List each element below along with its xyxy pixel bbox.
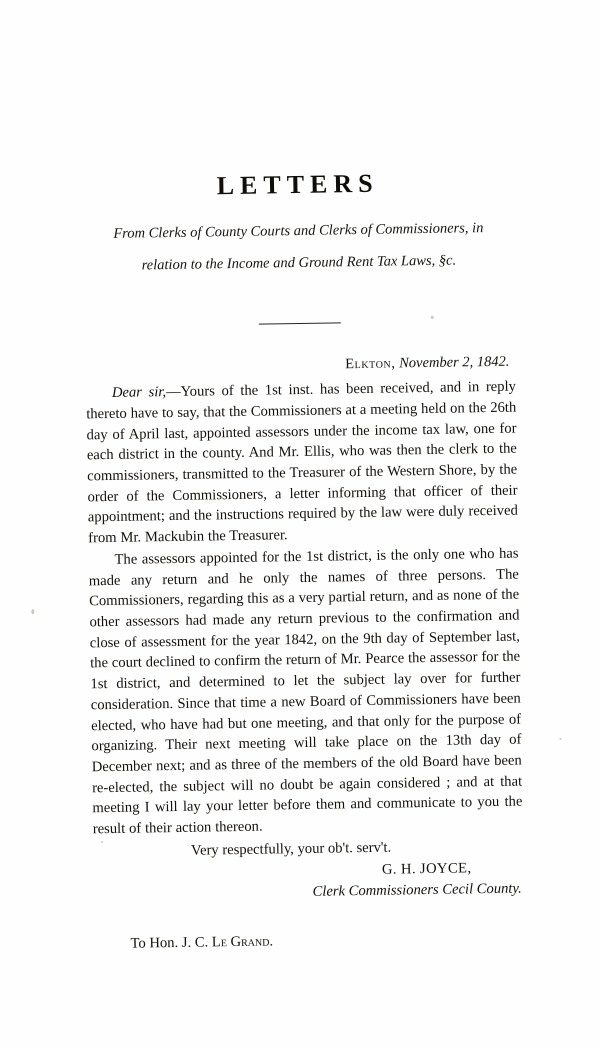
letter-closing [93, 835, 524, 906]
dateline-place: Elkton, [345, 355, 396, 373]
document-subtitle-line-2: relation to the Income and Ground Rent Tax Laws, §c. [141, 252, 457, 274]
signature-role: Clerk Commissioners Cecil County. [312, 880, 522, 901]
addressee-name: Le Grand. [211, 933, 274, 951]
divider [85, 308, 515, 333]
document-subtitle-line-1: From Clerks of County Courts and Clerks of Commissioners, in [113, 220, 484, 242]
addressee [94, 930, 524, 954]
paragraph-1-text: —Yours of the 1st inst. has been received, and in reply thereto have to say, that the Commissioners at a meeting held on the 26th day of April last, appointed assessors under the income tax law, one for each district in the county. And Mr. Ellis, who was then the clerk to the commissioners, transmitted to the Treasurer of the Western Shore, by the order of the Commissioners, a letter informing that officer of their appointment; and the instructions required by the law were duly received from Mr. Mackubin the Treasurer. [86, 378, 518, 547]
salutation: Dear sir, [111, 384, 167, 402]
letter-body [82, 167, 524, 954]
dateline-date: November 2, 1842. [399, 353, 510, 372]
letter-paragraph-1 [86, 377, 519, 549]
valediction: Very respectfully, your ob't. serv't. [190, 839, 392, 859]
dateline [85, 354, 515, 378]
horizontal-rule [259, 322, 341, 324]
page-title: LETTERS [216, 168, 379, 201]
addressee-prefix: To Hon. J. C. [130, 934, 212, 952]
scan-speck [559, 738, 561, 740]
scan-speck [31, 609, 34, 614]
signature-name: G. H. JOYCE, [381, 859, 472, 878]
letter-paragraph-2: The assessors appointed for the 1st district, is the only one who has made any return and he only the names of three persons. The Commissioners, regarding this as a very partial return, and as none of the other assessors had made any return previous to the confirmation and close of assessment for the year 1842, on the 9th day of September last, the court declined to confirm the return of Mr. Pearce the assessor for the 1st district, and determined to let the subject lay over for further consideration. Since that time a new Board of Commissioners have been elected, who have had but one meeting, and that only for the purpose of organizing. Their next meeting will take place on the 13th day of December next; and as three of the members of the old Board have been re-elected, the subject will no doubt be again considered ; and at that meeting I will lay your letter before them and communicate to you the result of their action thereon. [88, 545, 523, 838]
